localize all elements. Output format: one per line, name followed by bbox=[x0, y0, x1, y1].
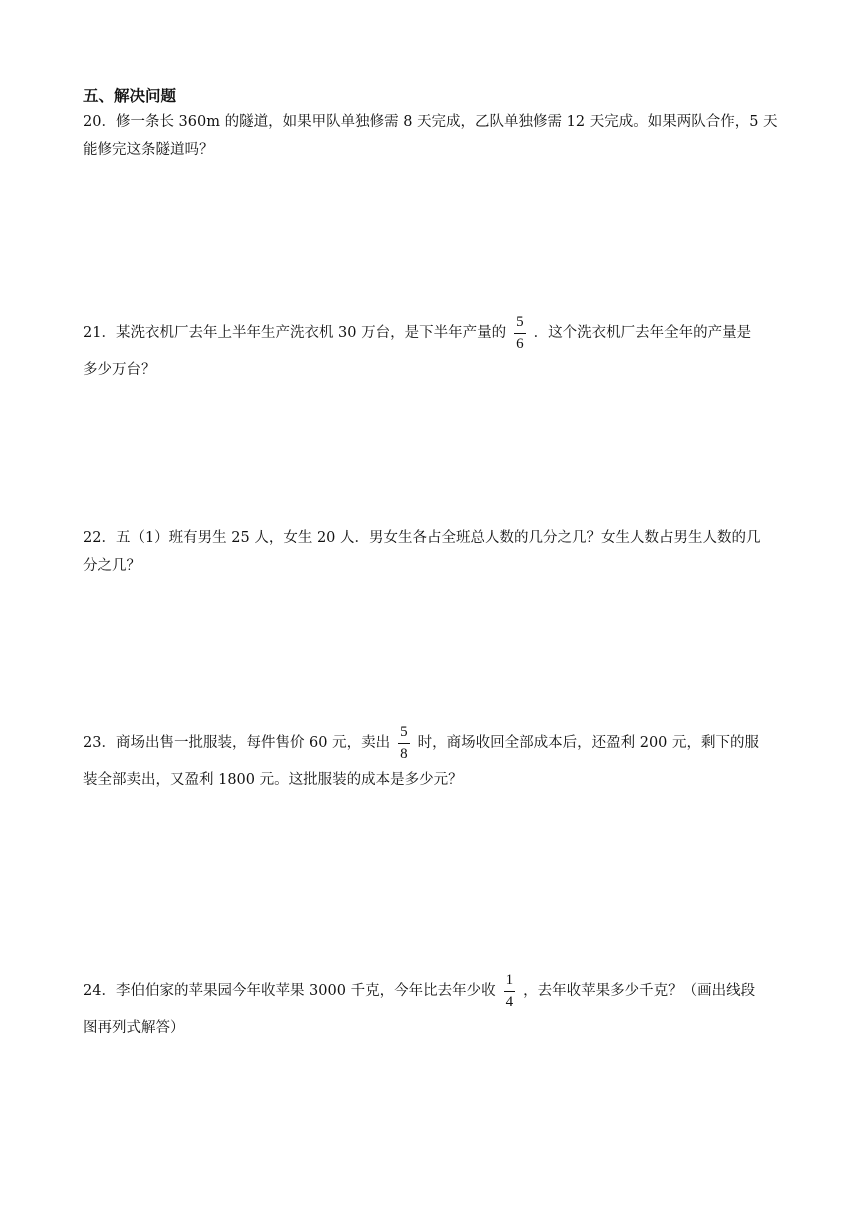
fraction-1-4 bbox=[504, 973, 516, 1010]
question-24-text-before: 24．李伯伯家的苹果园今年收苹果 3000 千克，今年比去年少收 bbox=[83, 983, 496, 999]
question-21 bbox=[83, 310, 808, 384]
question-21-line-1 bbox=[83, 310, 808, 356]
fraction-5-8 bbox=[398, 725, 410, 762]
question-22 bbox=[83, 524, 808, 580]
question-20-line-2: 能修完这条隧道吗？ bbox=[83, 142, 214, 158]
question-24-line-2: 图再列式解答） bbox=[83, 1020, 185, 1036]
question-20-line-1: 20．修一条长 360m 的隧道，如果甲队单独修需 8 天完成，乙队单独修需 12 天完成。如果两队合作，5 天 bbox=[83, 114, 778, 130]
question-21-line-2: 多少万台？ bbox=[83, 362, 156, 378]
fraction-denominator: 8 bbox=[400, 745, 408, 762]
question-24-text-after: ，去年收苹果多少千克？（画出线段 bbox=[523, 983, 756, 999]
question-22-line-1: 22．五（1）班有男生 25 人，女生 20 人．男女生各占全班总人数的几分之几？女生人数占男生人数的几 bbox=[83, 530, 761, 546]
question-23-text-after: 时，商场收回全部成本后，还盈利 200 元，剩下的服 bbox=[417, 735, 760, 751]
fraction-denominator: 4 bbox=[505, 993, 514, 1010]
fraction-numerator: 5 bbox=[398, 725, 410, 744]
fraction-denominator: 6 bbox=[516, 335, 524, 352]
question-22-line-2: 分之几？ bbox=[83, 558, 141, 574]
fraction-numerator: 1 bbox=[504, 973, 516, 992]
question-23-line-1 bbox=[83, 720, 808, 766]
question-24 bbox=[83, 968, 808, 1042]
question-23-line-2: 装全部卖出，又盈利 1800 元。这批服装的成本是多少元？ bbox=[83, 772, 463, 788]
question-21-text-before: 21．某洗衣机厂去年上半年生产洗衣机 30 万台，是下半年产量的 bbox=[83, 325, 507, 341]
fraction-numerator: 5 bbox=[514, 315, 526, 334]
fraction-5-6 bbox=[514, 315, 526, 352]
question-23-text-before: 23．商场出售一批服装，每件售价 60 元，卖出 bbox=[83, 735, 391, 751]
question-21-text-after: ．这个洗衣机厂去年全年的产量是 bbox=[533, 325, 752, 341]
question-23 bbox=[83, 720, 808, 794]
question-20 bbox=[83, 108, 808, 164]
question-24-line-1 bbox=[83, 968, 808, 1014]
section-title: 五、解决问题 bbox=[83, 87, 177, 105]
